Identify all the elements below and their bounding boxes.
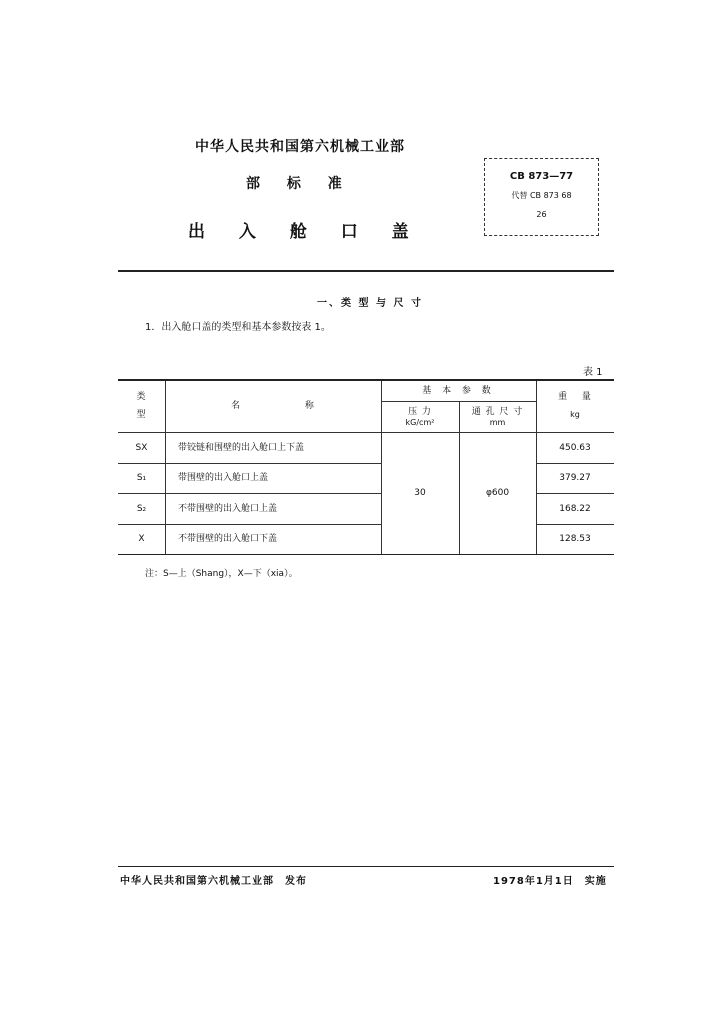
table-vline	[536, 381, 537, 554]
table-note: 注：S—上（Shang），X—下（xia）。	[145, 569, 298, 579]
document-title: 出 入 舱 口 盖	[188, 222, 409, 242]
shared-opening: φ600	[485, 488, 510, 498]
header-type-2: 型	[136, 410, 147, 420]
table-hline	[118, 493, 381, 494]
table-hline	[118, 524, 381, 525]
row-type: S₁	[136, 473, 147, 483]
standard-code-box	[484, 158, 599, 236]
effective-date-line: 1978年1月1日 实施	[493, 876, 607, 887]
header-pressure: 压 力	[408, 407, 432, 417]
row-weight: 128.53	[559, 534, 591, 544]
standard-label: 部 标 准	[246, 176, 342, 192]
row-weight: 168.22	[559, 504, 591, 514]
standard-code: CB 873—77	[509, 171, 574, 182]
row-type: S₂	[136, 504, 147, 514]
row-name: 带铰链和围壁的出入舱口上下盖	[178, 443, 305, 453]
ministry-header: 中华人民共和国第六机械工业部	[195, 139, 405, 155]
row-type: SX	[135, 443, 148, 453]
header-opening: 通 孔 尺 寸	[471, 407, 524, 417]
standard-number: 26	[536, 210, 547, 219]
table-hline	[536, 524, 614, 525]
row-name: 不带围壁的出入舱口上盖	[178, 504, 278, 514]
table-label: 表 1	[583, 367, 603, 378]
table-hline	[118, 463, 381, 464]
top-rule	[118, 270, 614, 272]
header-weight-unit: kg	[570, 410, 580, 419]
row-name: 带围壁的出入舱口上盖	[178, 473, 269, 483]
row-weight: 450.63	[559, 443, 591, 453]
header-basic-params: 基 本 参 数	[422, 386, 495, 396]
header-pressure-unit: kG/cm²	[405, 418, 435, 427]
publisher-line: 中华人民共和国第六机械工业部 发布	[120, 876, 307, 887]
table-hline	[536, 493, 614, 494]
intro-paragraph: 1．出入舱口盖的类型和基本参数按表 1。	[145, 322, 331, 333]
table-hline	[118, 432, 614, 433]
row-name: 不带围壁的出入舱口下盖	[178, 534, 278, 544]
params-table	[118, 379, 614, 555]
replaces-code: 代替 CB 873 68	[511, 191, 572, 200]
header-weight: 重 量	[558, 392, 592, 402]
header-name: 名 称	[231, 401, 315, 411]
table-hline	[381, 401, 536, 402]
shared-pressure: 30	[414, 488, 426, 498]
section-title: 一、类 型 与 尺 寸	[317, 298, 423, 309]
table-hline	[536, 463, 614, 464]
header-opening-unit: mm	[489, 418, 506, 427]
row-weight: 379.27	[559, 473, 591, 483]
header-type-1: 类	[136, 392, 147, 402]
bottom-rule	[118, 866, 614, 867]
row-type: X	[138, 534, 145, 544]
